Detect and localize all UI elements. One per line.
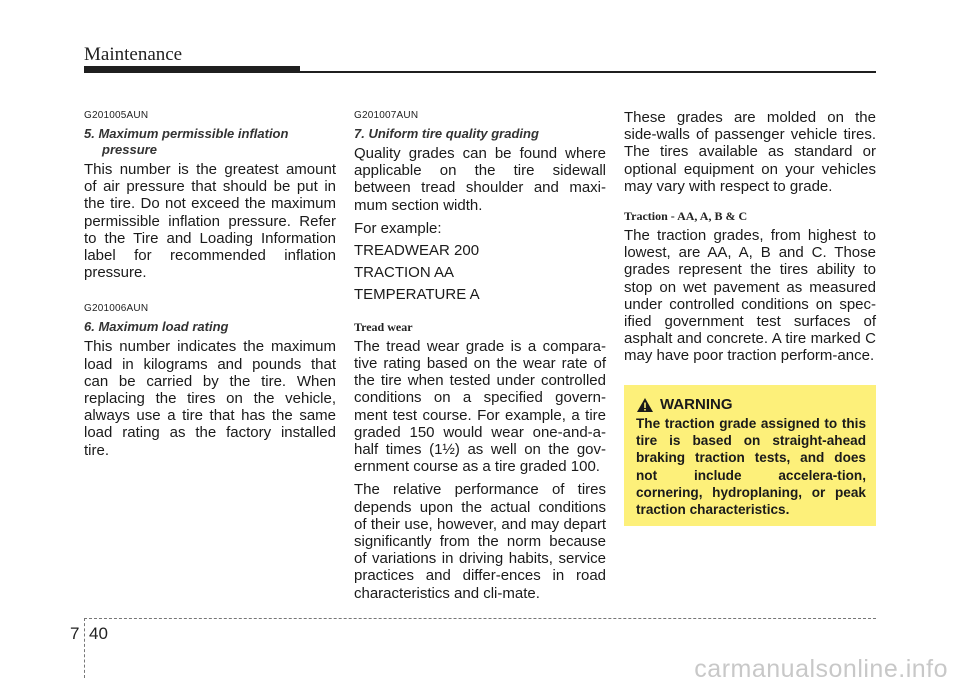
intro-paragraph: These grades are molded on the side-walls of passenger vehicle tires. The tires available as standard or optional equipment on your vehicles may vary with respect to grade. [624, 109, 876, 195]
warning-title: WARNING [660, 396, 733, 413]
warning-triangle-icon [636, 397, 654, 413]
section-code: G201006AUN [84, 303, 149, 315]
header-rule [300, 71, 876, 73]
chapter-number: 7 [70, 624, 80, 643]
section-body: This number indicates the maximum load in kilograms and pounds that can be carried by the tire. When replacing the tires on the vehicle, always use a tire that has the same load rating as the factory installed tire. [84, 338, 336, 459]
section-code: G201007AUN [354, 110, 419, 121]
example-line: TRACTION AA [354, 263, 455, 281]
section-body: This number is the greatest amount of air pressure that should be put in the tire. Do not exceed the maximum permissible inflation pressure. Refer to the Tire and Loading Information label for recommended inflation pressure. [84, 161, 336, 282]
section-body: Quality grades can be found where applicable on the tire sidewall between tread shoulder and maxi-mum section width. [354, 145, 606, 214]
warning-text: The traction grade assigned to this tire is based on straight-ahead braking traction tests, and does not include accelera-tion, cornering, hydroplaning, or peak traction characteristics. [636, 416, 866, 518]
section-body: The relative performance of tires depends upon the actual conditions of their use, however, and may depart significantly from the norm because of variations in driving habits, service practices and differ-ences in road characteristics and cli-mate. [354, 481, 606, 602]
page-header-title: Maintenance [84, 44, 183, 65]
column-1 [84, 110, 336, 459]
example-line: TEMPERATURE A [354, 285, 480, 303]
footer-rule [84, 618, 876, 619]
watermark: carmanualsonline.info [694, 655, 948, 683]
section-body: The traction grades, from highest to lowest, are AA, A, B and C. Those grades represent the tires ability to stop on wet pavement as measured under controlled conditions on spec-ified government test surfaces of asphalt and concrete. A tire marked C may have poor traction perform-ance. [624, 227, 876, 365]
column-2 [354, 110, 606, 602]
section-title: 5. Maximum permissible inflation pressure [84, 126, 289, 157]
example-intro: For example: [354, 219, 442, 237]
section-body: The tread wear grade is a compara-tive rating based on the wear rate of the tire when tested under controlled conditions on a specified govern-ment test course. For example, a tire graded 150 would wear one-and-a-half times (1½) as well on the gov-ernment course as a tire graded 100. [354, 337, 606, 476]
section-title: 6. Maximum load rating [84, 319, 229, 335]
footer-divider [84, 618, 85, 678]
section-title: 7. Uniform tire quality grading [354, 126, 539, 141]
page-number: 40 [89, 624, 108, 643]
section-code: G201005AUN [84, 110, 149, 121]
header-bar [84, 66, 300, 73]
subsection-heading: Tread wear [354, 319, 413, 334]
warning-box [624, 385, 876, 526]
subsection-heading: Traction - AA, A, B & C [624, 209, 748, 224]
warning-header [636, 396, 866, 413]
example-line: TREADWEAR 200 [354, 241, 480, 259]
column-3 [624, 109, 876, 365]
